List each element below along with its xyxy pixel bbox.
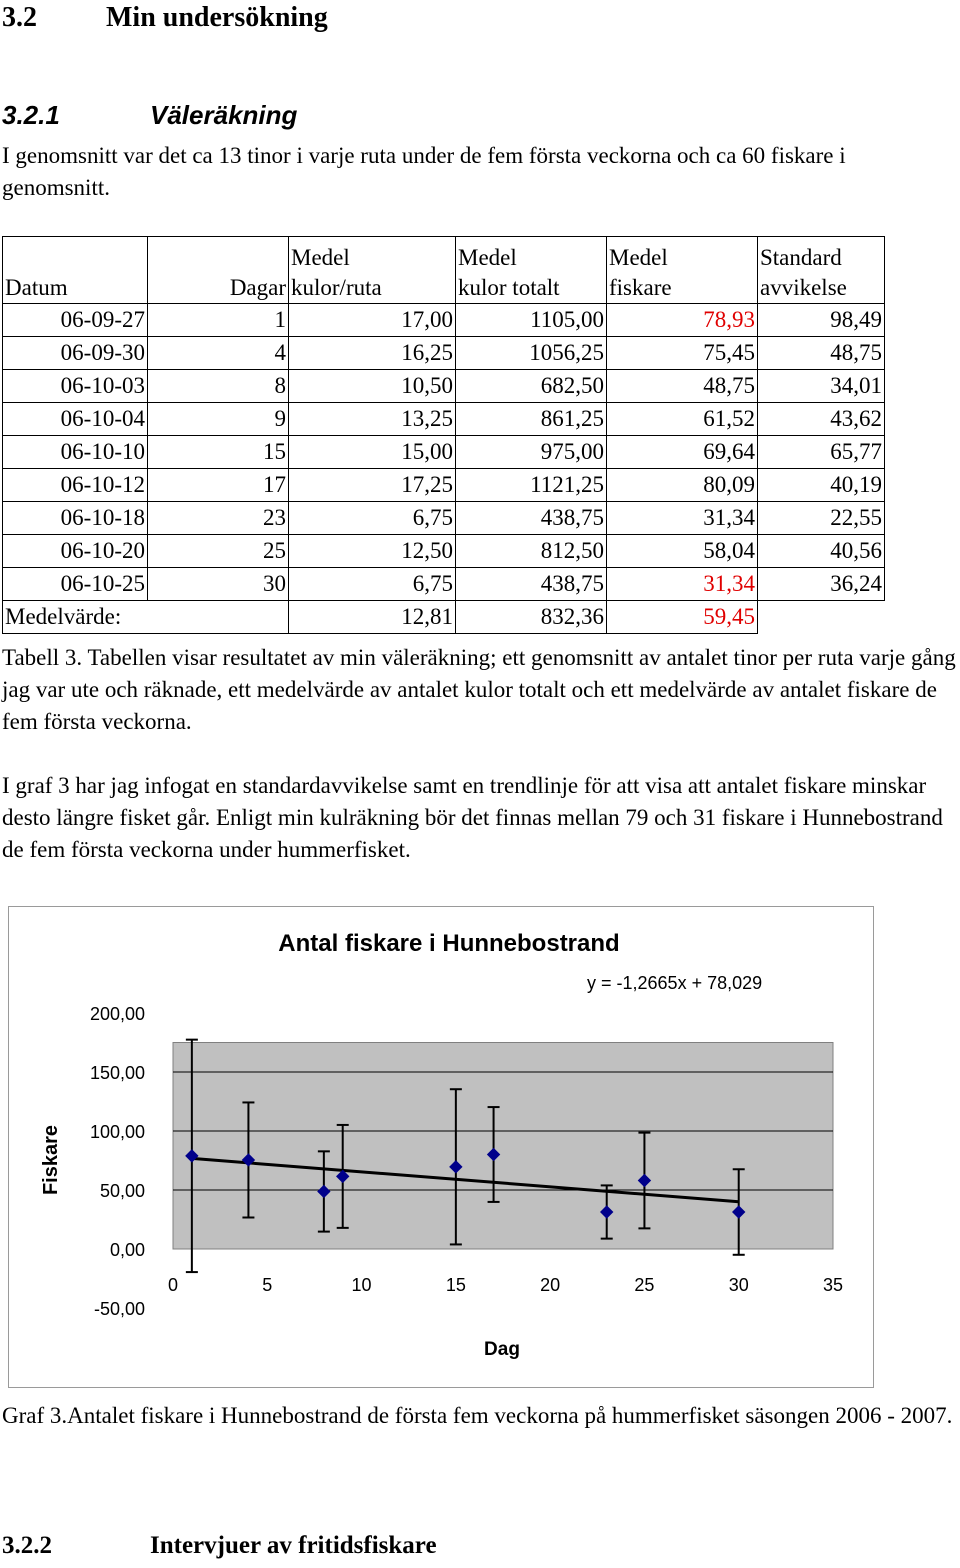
table-header-text: Medel [291,245,350,270]
x-tick-label: 10 [351,1275,372,1295]
x-tick-label: 25 [634,1275,655,1295]
scatter-chart [9,907,873,1387]
table-cell: 1056,25 [456,337,607,370]
table-cell: 06-09-30 [3,337,148,370]
section-heading [2,2,328,34]
table-cell: 58,04 [607,535,758,568]
subsection-heading [2,100,297,131]
y-tick-label: 100,00 [89,1122,145,1142]
x-tick-label: 0 [167,1275,179,1295]
intro-paragraph: I genomsnitt var det ca 13 tinor i varje ruta under de fem första veckorna och ca 60 fiskare i genomsnitt. [2,143,846,200]
y-tick-label: 50,00 [99,1181,145,1201]
table-cell: 06-10-10 [3,436,148,469]
table-cell: 6,75 [289,568,456,601]
table-cell: 98,49 [758,304,885,337]
x-tick-label: 15 [445,1275,466,1295]
table-cell: 80,09 [607,469,758,502]
plot-area [173,1043,833,1250]
table-header-text: avvikelse [760,275,847,300]
body-paragraph: I graf 3 har jag infogat en standardavvikelse samt en trendlinje för att visa att antalet fiskare minskar desto längre fisket går. Enligt min kulräkning bör det finnas mellan 79 och 31 fiskare i Hunnebostrand de fem första veckorna under hummerfisket. [2,773,943,862]
table-cell: 682,50 [456,370,607,403]
table-header-row [3,237,885,304]
table-header-text: Medel [458,245,517,270]
table-cell: 438,75 [456,568,607,601]
y-tick-label: 0,00 [109,1240,145,1260]
table-cell: 13,25 [289,403,456,436]
x-tick-label: 20 [540,1275,561,1295]
table-header-text: Dagar [229,275,286,300]
table-cell: 812,50 [456,535,607,568]
average-empty-cell [758,601,885,634]
table-cell: 6,75 [289,502,456,535]
table-average-row [3,601,885,634]
table-header-text: Medel [609,245,668,270]
table-cell: 15 [148,436,289,469]
table-header-cell [758,237,885,304]
table-cell: 06-10-20 [3,535,148,568]
table-cell: 40,56 [758,535,885,568]
table-body [3,237,885,634]
table-cell: 48,75 [758,337,885,370]
next-subsection-heading [2,1532,437,1560]
section-title: Min undersökning [106,2,328,33]
table-cell: 438,75 [456,502,607,535]
y-axis-label: Fiskare [40,1124,62,1196]
table-header-cell [289,237,456,304]
table-cell: 30 [148,568,289,601]
table-cell: 10,50 [289,370,456,403]
table-cell: 1 [148,304,289,337]
table-cell: 1105,00 [456,304,607,337]
table-header-text: Datum [5,275,68,300]
chart-frame [8,906,874,1388]
data-table [2,236,885,634]
table-header-cell [3,237,148,304]
table-row [3,502,885,535]
x-tick-label: 30 [728,1275,749,1295]
table-cell: 36,24 [758,568,885,601]
chart-title: Antal fiskare i Hunnebostrand [278,930,620,957]
table-cell: 40,19 [758,469,885,502]
next-subsection-number: 3.2.2 [2,1532,52,1559]
y-tick-label: -50,00 [93,1299,145,1319]
table-cell: 31,34 [607,568,758,601]
table-cell: 17,25 [289,469,456,502]
next-subsection-title: Intervjuer av fritidsfiskare [150,1532,437,1559]
table-cell: 31,34 [607,502,758,535]
table-cell: 75,45 [607,337,758,370]
table-header-text: fiskare [609,275,672,300]
table-header-text: kulor totalt [458,275,560,300]
table-cell: 43,62 [758,403,885,436]
table-row [3,436,885,469]
x-axis-label: Dag [484,1339,520,1360]
table-header-text: Standard [760,245,842,270]
chart-caption: Graf 3.Antalet fiskare i Hunnebostrand de första fem veckorna på hummerfisket säsongen 2006 - 2007. [2,1403,953,1428]
section-number: 3.2 [2,2,37,33]
table-cell: 4 [148,337,289,370]
table-header-cell [456,237,607,304]
table-header-cell [148,237,289,304]
table-cell: 06-09-27 [3,304,148,337]
table-row [3,568,885,601]
table-cell: 975,00 [456,436,607,469]
table-cell: 06-10-04 [3,403,148,436]
table-cell: 16,25 [289,337,456,370]
x-tick-label: 35 [822,1275,844,1295]
table-cell: 23 [148,502,289,535]
table-cell: 06-10-25 [3,568,148,601]
table-cell: 17,00 [289,304,456,337]
table-cell: 861,25 [456,403,607,436]
x-tick-label: 5 [262,1275,273,1295]
table-row [3,403,885,436]
table-cell: 15,00 [289,436,456,469]
subsection-title: Väleräkning [150,100,298,130]
table-cell: 78,93 [607,304,758,337]
average-kulor-ruta: 12,81 [289,601,456,634]
y-tick-label: 150,00 [89,1063,145,1083]
table-cell: 69,64 [607,436,758,469]
table-caption: Tabell 3. Tabellen visar resultatet av min väleräkning; ett genomsnitt av antalet tinor per ruta varje gång jag var ute och räknade, ett medelvärde av antalet kulor totalt och ett medelvärde av antalet fiskare de fem första veckorna. [2,645,956,734]
table-cell: 12,50 [289,535,456,568]
average-fiskare: 59,45 [607,601,758,634]
table-header-text: kulor/ruta [291,275,382,300]
table-row [3,337,885,370]
average-kulor-totalt: 832,36 [456,601,607,634]
table-cell: 06-10-03 [3,370,148,403]
table-header-cell [607,237,758,304]
table-cell: 8 [148,370,289,403]
table-cell: 34,01 [758,370,885,403]
y-tick-label: 200,00 [89,1004,145,1024]
table-cell: 06-10-12 [3,469,148,502]
table-cell: 61,52 [607,403,758,436]
table-cell: 17 [148,469,289,502]
table-cell: 9 [148,403,289,436]
table-row [3,304,885,337]
table-cell: 06-10-18 [3,502,148,535]
table-cell: 22,55 [758,502,885,535]
table-row [3,469,885,502]
table-row [3,370,885,403]
subsection-number: 3.2.1 [2,100,60,130]
trendline-equation: y = -1,2665x + 78,029 [587,973,763,993]
table-cell: 65,77 [758,436,885,469]
average-label: Medelvärde: [3,601,289,634]
table-cell: 25 [148,535,289,568]
table-row [3,535,885,568]
table-cell: 48,75 [607,370,758,403]
table-cell: 1121,25 [456,469,607,502]
